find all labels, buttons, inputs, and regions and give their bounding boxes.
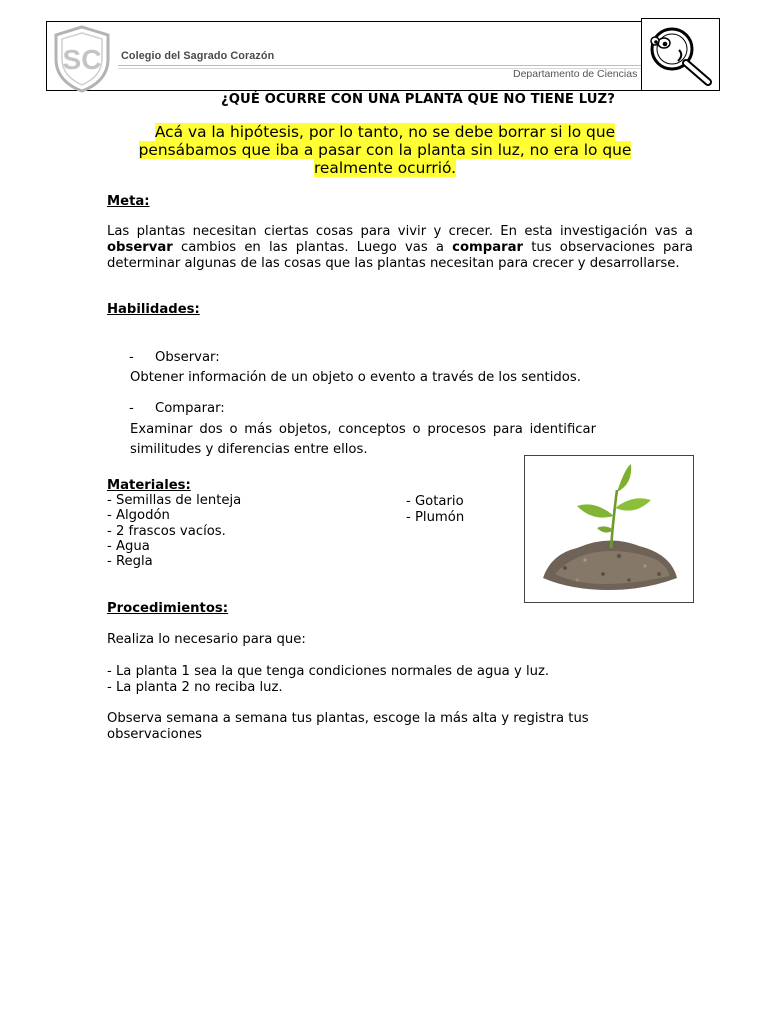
material-item: - Agua bbox=[107, 538, 150, 554]
skill-compare-label: Comparar: bbox=[155, 401, 225, 416]
procedure-closing: Observa semana a semana tus plantas, escoge la más alta y registra tus observaciones bbox=[107, 711, 589, 742]
list-bullet: - bbox=[129, 350, 134, 365]
skills-heading: Habilidades: bbox=[107, 302, 200, 317]
material-item: - Semillas de lenteja bbox=[107, 493, 242, 508]
magnifier-frame bbox=[641, 18, 720, 91]
materials-list-right bbox=[406, 494, 464, 526]
material-item: - Algodón bbox=[107, 508, 170, 524]
header-rule bbox=[118, 65, 643, 66]
material-item: - 2 frascos vacíos. bbox=[107, 523, 226, 539]
hypothesis-note bbox=[108, 123, 662, 177]
seedling-image-frame bbox=[524, 455, 694, 603]
materials-list-left bbox=[107, 493, 247, 569]
seedling-soil-image bbox=[525, 456, 693, 602]
list-bullet: - bbox=[129, 401, 134, 416]
department-label-clip bbox=[513, 68, 644, 84]
skill-observe-label: Observar: bbox=[155, 350, 220, 365]
meta-paragraph: Las plantas necesitan ciertas cosas para vivir y crecer. En esta investigación vas a observar cambios en las plantas. Luego vas a comparar tus observaciones para determinar algunas de las cosas que las plantas necesitan para crecer y desarrollarse. bbox=[107, 224, 693, 271]
material-item: - Plumón bbox=[406, 510, 465, 525]
materials-heading: Materiales: bbox=[107, 478, 191, 493]
meta-heading: Meta: bbox=[107, 194, 150, 209]
procedure-step: - La planta 1 sea la que tenga condiciones normales de agua y luz. bbox=[107, 664, 550, 679]
skill-compare-description: Examinar dos o más objetos, conceptos o procesos para identificar similitudes y diferencias entre ellos. bbox=[130, 422, 596, 457]
procedure-heading: Procedimientos: bbox=[107, 601, 229, 616]
procedure-intro: Realiza lo necesario para que: bbox=[107, 632, 306, 647]
keyword-compare: comparar bbox=[452, 240, 524, 255]
svg-text:SC: SC bbox=[62, 44, 102, 75]
school-shield-logo bbox=[53, 25, 111, 93]
keyword-observe: observar bbox=[107, 240, 173, 255]
procedure-step: - La planta 2 no reciba luz. bbox=[107, 680, 283, 695]
material-item: - Regla bbox=[107, 554, 153, 570]
skill-observe-description: Obtener información de un objeto o evento a través de los sentidos. bbox=[130, 370, 581, 385]
magnifying-glass-icon bbox=[642, 19, 719, 90]
procedure-steps bbox=[107, 664, 549, 696]
material-item: - Gotario bbox=[406, 494, 464, 509]
page-title: ¿QUÉ OCURRE CON UNA PLANTA QUE NO TIENE LUZ? bbox=[221, 92, 615, 107]
hypothesis-text: Acá va la hipótesis, por lo tanto, no se debe borrar si lo que pensábamos que iba a pasar con la planta sin luz, no era lo que realmente ocurrió. bbox=[138, 123, 632, 177]
department-label: Departamento de Ciencias bbox=[513, 68, 638, 80]
school-name: Colegio del Sagrado Corazón bbox=[121, 50, 275, 62]
